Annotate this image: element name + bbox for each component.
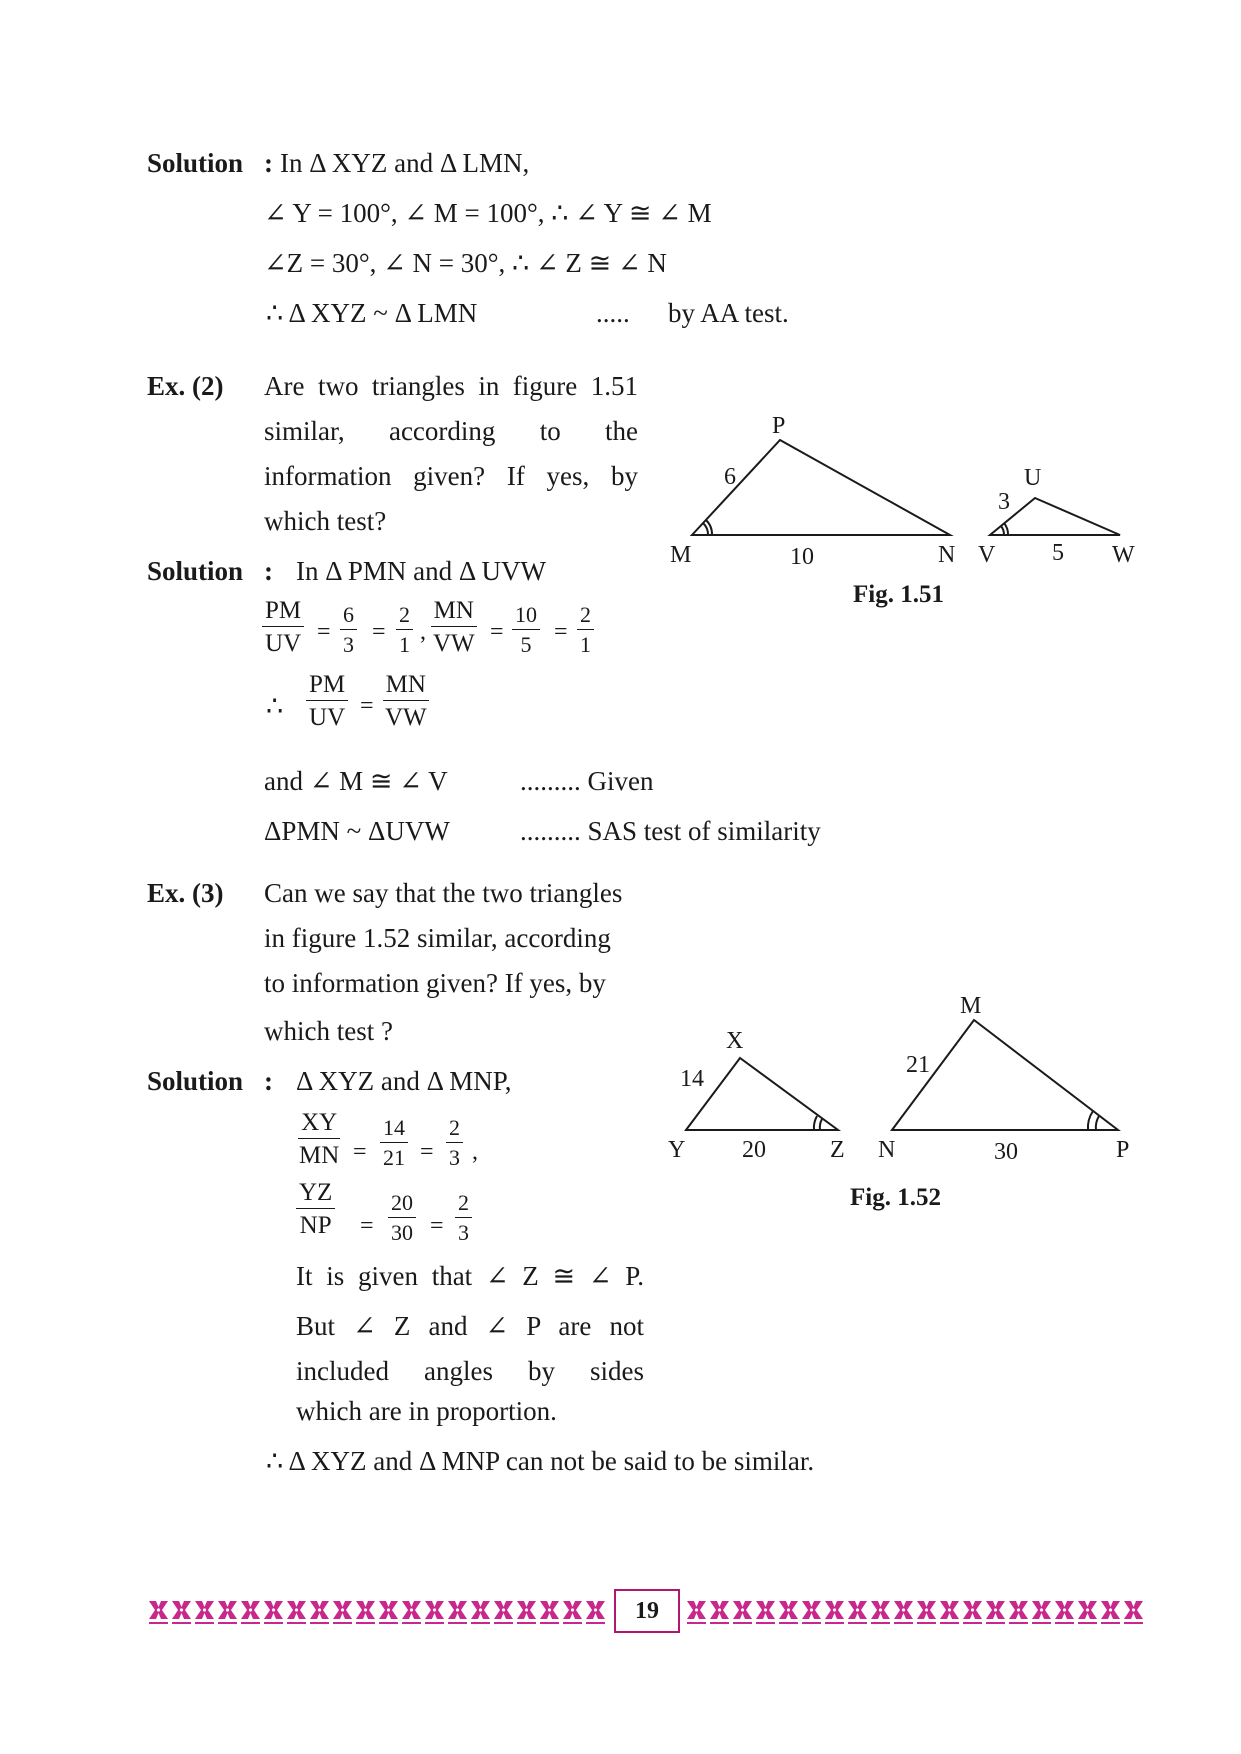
ex3-question-line: to information given? If yes, by xyxy=(264,968,606,998)
vertex-label-n: N xyxy=(938,542,956,568)
side-label-xy: 14 xyxy=(680,1066,704,1092)
angle-mark-z xyxy=(814,1116,817,1130)
equals-sign: = xyxy=(360,1213,374,1239)
ex2-conclusion-reason: ......... SAS test of similarity xyxy=(520,816,821,846)
side-label-yz: 20 xyxy=(742,1137,766,1163)
ex1-line2: ∠ Y = 100°, ∠ M = 100°, ∴ ∠ Y ≅ ∠ M xyxy=(264,198,712,228)
vertex-label-z: Z xyxy=(830,1137,845,1163)
ex2-solution-colon: : xyxy=(264,556,273,586)
fraction: $\frac{2}{3}$ xyxy=(446,1117,463,1169)
fraction: $\frac{PM}{UV}$ xyxy=(306,672,348,730)
vertex-label-y: Y xyxy=(668,1137,686,1163)
figure-1-52 xyxy=(660,990,1160,1170)
angle-mark-m xyxy=(703,523,708,535)
fraction: $\frac{2}{1}$ xyxy=(577,604,594,656)
fraction: $\frac{10}{5}$ xyxy=(512,604,540,656)
ex3-intro: Δ XYZ and Δ MNP, xyxy=(296,1066,512,1096)
side-label-np: 30 xyxy=(994,1139,1018,1165)
side-label-mn: 21 xyxy=(906,1052,930,1078)
fraction: $\frac{2}{1}$ xyxy=(396,604,413,656)
figure-1-51 xyxy=(660,400,1160,580)
ex2-solution-label: Solution xyxy=(147,556,244,586)
solution-label: Solution xyxy=(147,148,244,178)
vertex-label-m: M xyxy=(670,542,692,568)
ex2-given-reason: ......... Given xyxy=(520,766,654,796)
fraction: $\frac{MN}{VW}$ xyxy=(382,672,430,730)
solution-colon: : xyxy=(264,148,273,178)
vertex-label-m: M xyxy=(960,993,982,1019)
fraction: $\frac{XY}{MN}$ xyxy=(299,1109,340,1169)
vertex-label-p: P xyxy=(772,413,786,439)
ex2-label: Ex. (2) xyxy=(147,371,224,401)
equals-sign: = xyxy=(420,1139,434,1165)
fraction: $\frac{MN}{VW}$ xyxy=(430,598,478,656)
equals-sign: = xyxy=(372,619,386,645)
vertex-label-p: P xyxy=(1116,1137,1130,1163)
equals-sign: = xyxy=(360,693,374,719)
ex2-intro: In Δ PMN and Δ UVW xyxy=(296,556,546,586)
ex3-conclusion: ∴ Δ XYZ and Δ MNP can not be said to be similar. xyxy=(266,1446,815,1476)
figure-caption-1-51: Fig. 1.51 xyxy=(853,581,944,608)
ex2-given-line: and ∠ M ≅ ∠ V xyxy=(264,766,448,796)
fraction: $\frac{PM}{UV}$ xyxy=(262,598,304,656)
ex3-question-line: in figure 1.52 similar, according xyxy=(264,923,611,953)
ex3-but-line: But ∠ Z and ∠ P are not xyxy=(296,1311,644,1341)
fraction: $\frac{14}{21}$ xyxy=(380,1117,408,1169)
side-label-pm: 6 xyxy=(724,464,736,490)
angle-mark-v xyxy=(1001,526,1004,535)
ex3-solution-colon: : xyxy=(264,1066,273,1096)
ex2-question-line: which test? xyxy=(264,506,387,536)
vertex-label-u: U xyxy=(1024,465,1042,491)
ex3-question-line: which test ? xyxy=(264,1016,393,1046)
ex3-question-line: Can we say that the two triangles xyxy=(264,878,623,908)
ex1-dots: ..... xyxy=(596,298,630,328)
fraction: $\frac{6}{3}$ xyxy=(340,604,357,656)
fraction: $\frac{20}{30}$ xyxy=(388,1192,416,1244)
equals-sign: = xyxy=(490,619,504,645)
equals-sign: = xyxy=(317,619,331,645)
ex2-question-line: Are two triangles in figure 1.51 xyxy=(264,371,638,401)
comma: , xyxy=(472,1139,478,1165)
vertex-label-w: W xyxy=(1112,542,1135,568)
footer-ornament-right xyxy=(685,1598,1145,1628)
ex3-label: Ex. (3) xyxy=(147,878,224,908)
ex1-line4: ∴ Δ XYZ ~ Δ LMN xyxy=(266,298,478,328)
ex3-but-line: which are in proportion. xyxy=(296,1396,557,1426)
fraction: $\frac{YZ}{NP}$ xyxy=(296,1180,335,1238)
ex1-line3: ∠Z = 30°, ∠ N = 30°, ∴ ∠ Z ≅ ∠ N xyxy=(264,248,667,278)
vertex-label-x: X xyxy=(726,1028,744,1054)
side-label-vw: 5 xyxy=(1052,540,1064,566)
fraction: $\frac{2}{3}$ xyxy=(455,1192,472,1244)
equals-sign: = xyxy=(430,1213,444,1239)
therefore-symbol: ∴ xyxy=(266,691,284,721)
ex1-reason: by AA test. xyxy=(668,298,789,328)
side-label-mn: 10 xyxy=(790,544,814,570)
ex3-solution-label: Solution xyxy=(147,1066,244,1096)
ex3-given: It is given that ∠ Z ≅ ∠ P. xyxy=(296,1261,644,1291)
figure-caption-1-52: Fig. 1.52 xyxy=(850,1184,941,1211)
equals-sign: = xyxy=(353,1139,367,1165)
ex3-but-line: included angles by sides xyxy=(296,1356,644,1386)
equals-sign: = xyxy=(554,619,568,645)
footer-ornament-left xyxy=(147,1598,607,1628)
vertex-label-n: N xyxy=(878,1137,896,1163)
ex1-line1: In Δ XYZ and Δ LMN, xyxy=(280,148,530,178)
angle-mark-z xyxy=(820,1119,822,1130)
page-number: 19 xyxy=(614,1589,680,1633)
angle-mark-p xyxy=(1096,1116,1099,1130)
ex2-conclusion: ΔPMN ~ ΔUVW xyxy=(264,816,450,846)
comma: , xyxy=(420,619,426,645)
side-label-uv: 3 xyxy=(998,489,1010,515)
vertex-label-v: V xyxy=(978,542,996,568)
ex2-question-line: similar, according to the xyxy=(264,416,638,446)
ex2-question-line: information given? If yes, by xyxy=(264,461,638,491)
angle-mark-p xyxy=(1088,1111,1093,1130)
